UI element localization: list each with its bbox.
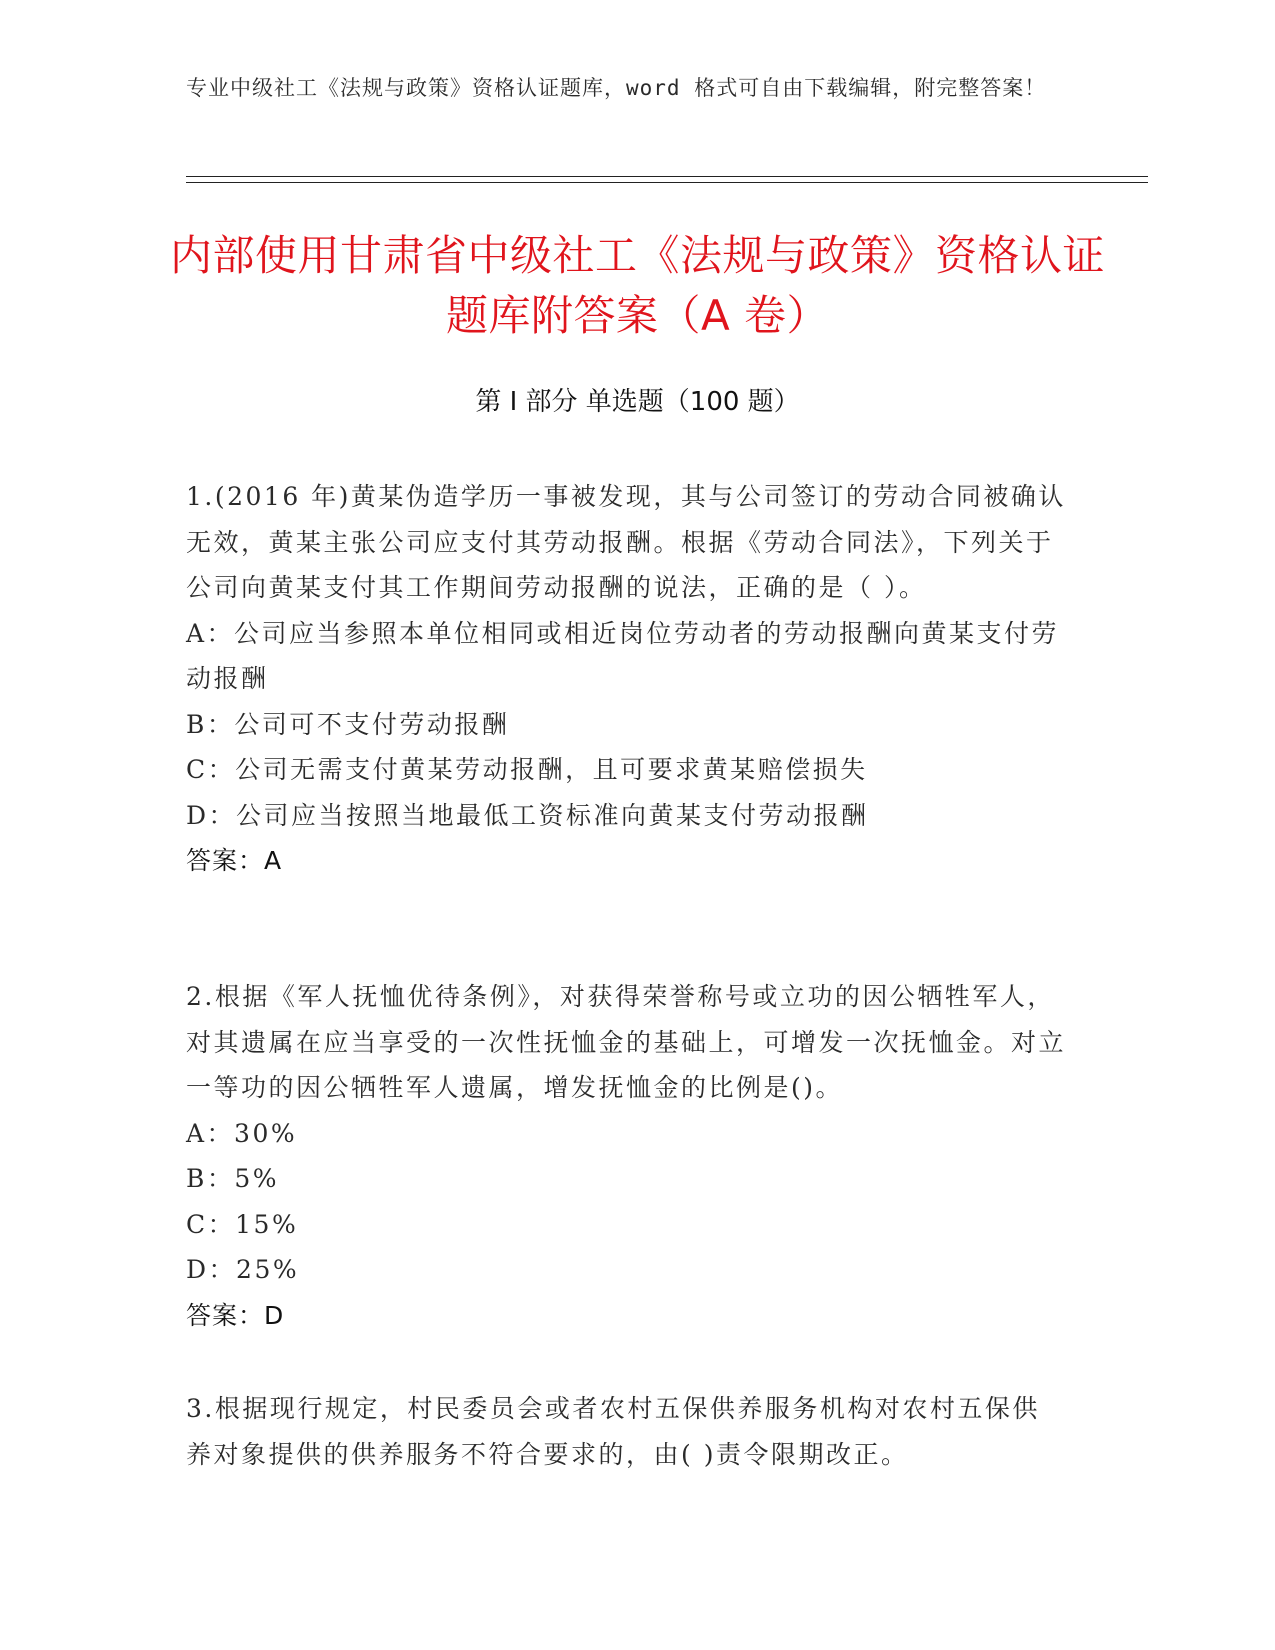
section-heading: 第 I 部分 单选题（100 题）: [475, 387, 800, 417]
question-2: [186, 974, 1066, 1338]
option-c: C：公司无需支付黄某劳动报酬，且可要求黄某赔偿损失: [186, 755, 868, 784]
question-stem: 3.根据现行规定，村民委员会或者农村五保供养服务机构对农村五保供养对象提供的供养服务不符合要求的，由( )责令限期改正。: [186, 1394, 1040, 1469]
option-b: B：5%: [186, 1164, 280, 1193]
option-d: D：公司应当按照当地最低工资标准向黄某支付劳动报酬: [186, 800, 869, 830]
option-d: D：25%: [186, 1255, 300, 1284]
option-c: C：15%: [186, 1209, 299, 1239]
document-title: 内部使用甘肃省中级社工《法规与政策》资格认证题库附答案（A 卷）: [169, 231, 1105, 340]
answer-line: 答案：D: [186, 1300, 285, 1330]
question-stem: 1.(2016 年)黄某伪造学历一事被发现，其与公司签订的劳动合同被确认无效，黄某主张公司应支付其劳动报酬。根据《劳动合同法》，下列关于公司向黄某支付其工作期间劳动报酬的说法，正确的是（ ）。: [186, 482, 1066, 602]
answer-line: 答案：A: [186, 846, 283, 875]
option-a: A：公司应当参照本单位相同或相近岗位劳动者的劳动报酬向黄某支付劳动报酬: [186, 618, 1060, 693]
question-1: [186, 474, 1066, 884]
question-stem: 2.根据《军人抚恤优待条例》，对获得荣誉称号或立功的因公牺牲军人，对其遗属在应当享受的一次性抚恤金的基础上，可增发一次抚恤金。对立一等功的因公牺牲军人遗属，增发抚恤金的比例是()。: [186, 982, 1067, 1102]
header-note: 专业中级社工《法规与政策》资格认证题库，word 格式可自由下载编辑，附完整答案！: [186, 76, 1047, 100]
header-divider-bottom: [186, 182, 1148, 183]
question-3: [186, 1386, 1066, 1477]
option-a: A：30%: [186, 1118, 298, 1148]
header-divider-top: [186, 176, 1148, 177]
option-b: B：公司可不支付劳动报酬: [186, 709, 510, 739]
